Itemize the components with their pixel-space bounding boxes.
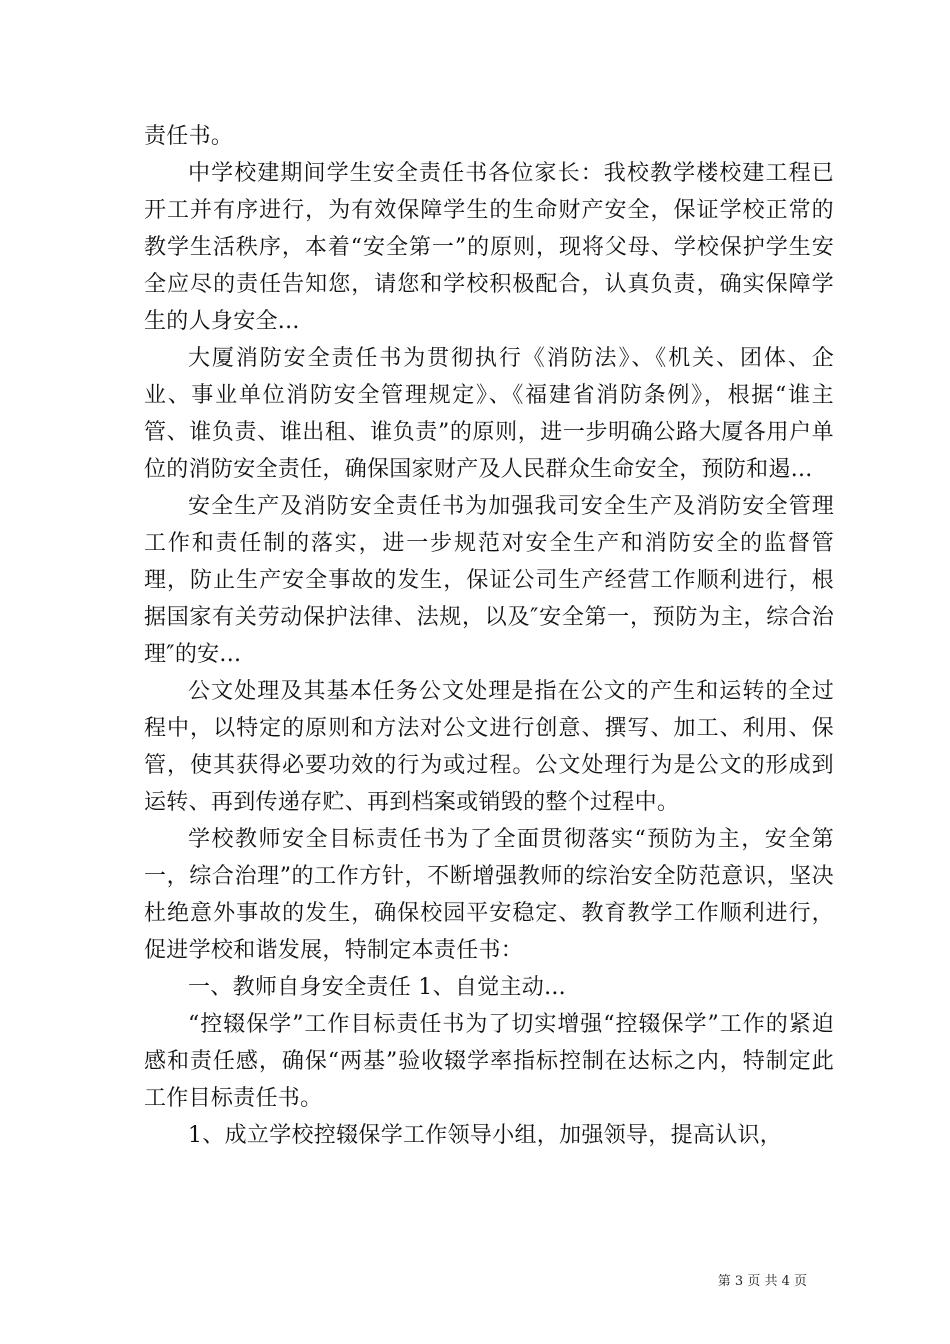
paragraph-9: 1、成立学校控辍保学工作领导小组，加强领导，提高认识， <box>188 1123 783 1148</box>
paragraph-8: “控辍保学”工作目标责任书为了切实增强“控辍保学”工作的紧迫感和责任感，确保“两基”验收辍学率指标控制在达标之内，特制定此工作目标责任书。 <box>144 1012 834 1111</box>
paragraph-4: 安全生产及消防安全责任书为加强我司安全生产及消防安全管理工作和责任制的落实，进一步规范对安全生产和消防安全的监督管理，防止生产安全事故的发生，保证公司生产经营工作顺利进行，根据国家有关劳动保护法律、法规，以及″安全第一，预防为主，综合治理″的安... <box>144 494 834 667</box>
page-number-footer: 第 3 页 共 4 页 <box>717 1274 807 1289</box>
paragraph-2: 中学校建期间学生安全责任书各位家长：我校教学楼校建工程已开工并有序进行，为有效保障学生的生命财产安全，保证学校正常的教学生活秩序，本着“安全第一”的原则，现将父母、学校保护学生安全应尽的责任告知您，请您和学校积极配合，认真负责，确实保障学生的人身安全... <box>144 161 834 334</box>
document-body <box>144 118 834 1154</box>
paragraph-5: 公文处理及其基本任务公文处理是指在公文的产生和运转的全过程中，以特定的原则和方法对公文进行创意、撰写、加工、利用、保管，使其获得必要功效的行为或过程。公文处理行为是公文的形成到运转、再到传递存贮、再到档案或销毁的整个过程中。 <box>144 679 834 815</box>
paragraph-7: 一、教师自身安全责任 1、自觉主动... <box>188 975 566 1000</box>
paragraph-1: 责任书。 <box>144 124 234 149</box>
paragraph-3: 大厦消防安全责任书为贯彻执行《消防法》、《机关、团体、企业、事业单位消防安全管理规定》、《福建省消防条例》，根据“谁主管、谁负责、谁出租、谁负责”的原则，进一步明确公路大厦各用户单位的消防安全责任，确保国家财产及人民群众生命安全，预防和遏... <box>144 346 834 482</box>
paragraph-6: 学校教师安全目标责任书为了全面贯彻落实“预防为主，安全第一，综合治理”的工作方针，不断增强教师的综治安全防范意识，坚决杜绝意外事故的发生，确保校园平安稳定、教育教学工作顺利进行，促进学校和谐发展，特制定本责任书： <box>144 827 834 963</box>
